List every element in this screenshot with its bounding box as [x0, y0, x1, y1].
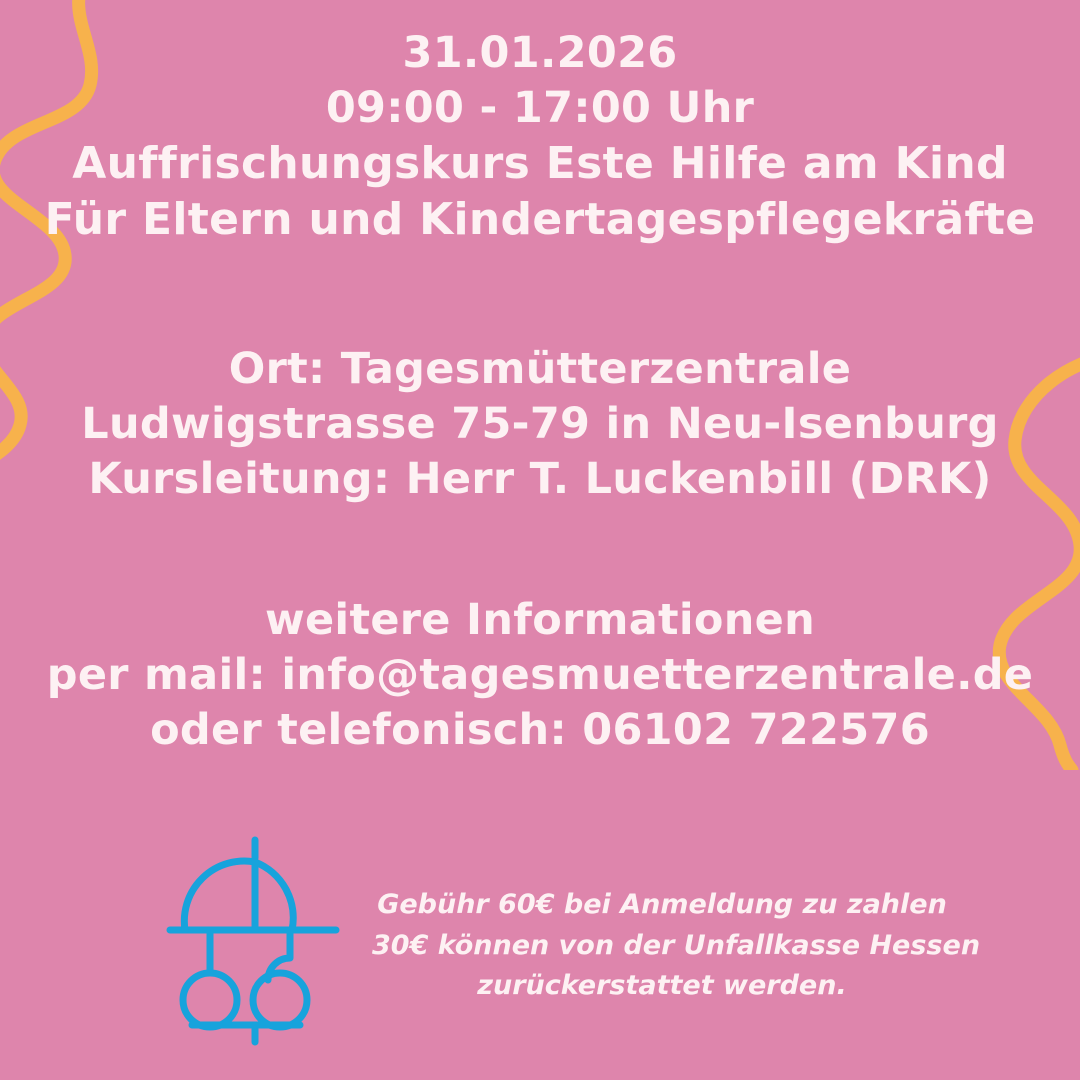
- contact-email: per mail: info@tagesmuetterzentrale.de: [46, 650, 1034, 701]
- contact-heading: weitere Informationen: [264, 595, 816, 645]
- fee-note: [372, 885, 981, 1007]
- fee-line-3: zurückerstattet werden.: [477, 970, 847, 1001]
- course-time: 09:00 - 17:00 Uhr: [325, 83, 755, 134]
- course-audience: Für Eltern und Kindertagespflegekräfte: [44, 194, 1036, 246]
- course-title: Auffrischungskurs Este Hilfe am Kind: [72, 138, 1008, 190]
- fee-line-1: Gebühr 60€ bei Anmeldung zu zahlen: [377, 889, 947, 920]
- venue-block: [0, 342, 1080, 507]
- baby-pram-icon: [140, 820, 370, 1050]
- course-date: 31.01.2026: [402, 28, 678, 78]
- fee-line-2: 30€ können von der Unfallkasse Hessen: [372, 929, 981, 961]
- venue-place: Ort: Tagesmütterzentrale: [228, 344, 852, 394]
- contact-block: [0, 593, 1080, 758]
- course-instructor: Kursleitung: Herr T. Luckenbill (DRK): [88, 454, 992, 505]
- contact-phone: oder telefonisch: 06102 722576: [150, 705, 930, 756]
- venue-address: Ludwigstrasse 75-79 in Neu-Isenburg: [81, 399, 999, 450]
- main-details-block: [0, 26, 1080, 249]
